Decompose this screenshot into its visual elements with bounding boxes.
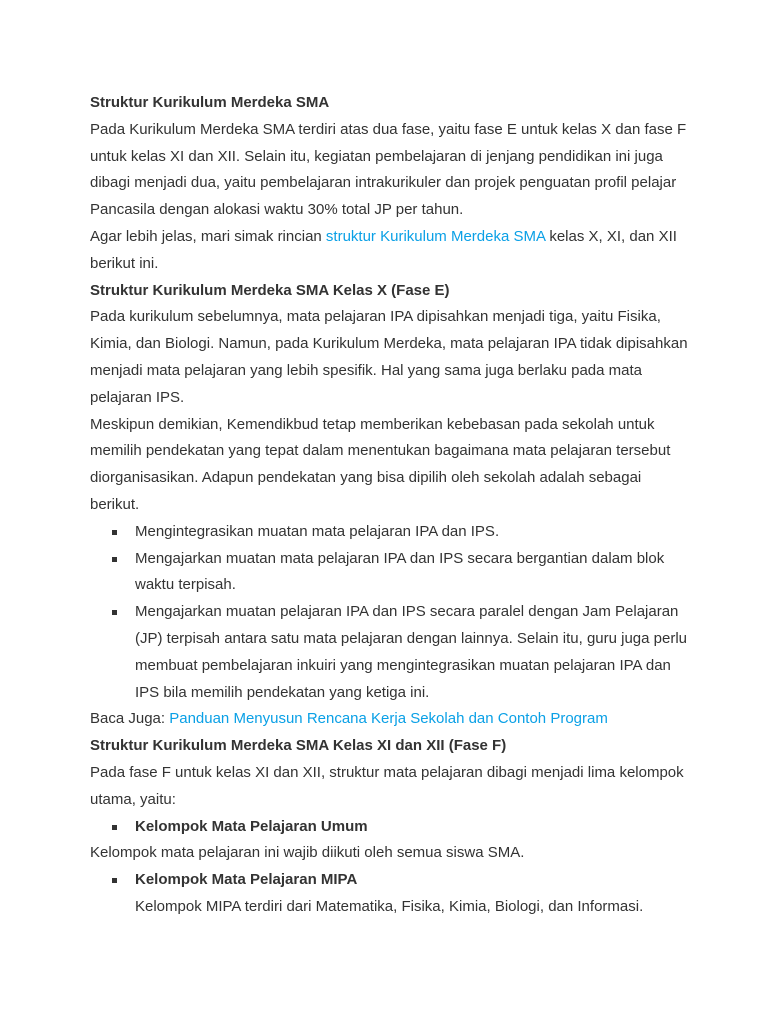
group-mipa-list xyxy=(90,867,690,894)
section-xi-xii-paragraph-1: Pada fase F untuk kelas XI dan XII, struktur mata pelajaran dibagi menjadi lima kelompok utama, yaitu: xyxy=(90,763,684,808)
bullet-icon xyxy=(112,557,117,562)
baca-juga-label: Baca Juga: xyxy=(90,710,170,728)
bullet-icon xyxy=(112,878,117,883)
section-heading-kelas-xi-xii: Struktur Kurikulum Merdeka SMA Kelas XI dan XII (Fase F) xyxy=(90,737,507,755)
group-umum-title: Kelompok Mata Pelajaran Umum xyxy=(135,817,368,835)
group-umum-description: Kelompok mata pelajaran ini wajib diikuti oleh semua siswa SMA. xyxy=(90,844,525,862)
section-heading-kelas-x: Struktur Kurikulum Merdeka SMA Kelas X (Fase E) xyxy=(90,281,450,299)
bullet-icon xyxy=(112,825,117,830)
list-item xyxy=(90,546,690,600)
article-body xyxy=(90,90,690,921)
group-mipa-title: Kelompok Mata Pelajaran MIPA xyxy=(135,871,358,889)
article-title: Struktur Kurikulum Merdeka SMA xyxy=(90,94,330,111)
intro-text-before: Agar lebih jelas, mari simak rincian xyxy=(90,227,326,245)
list-item xyxy=(90,867,690,894)
bullet-icon xyxy=(112,610,117,615)
section-x-paragraph-2: Meskipun demikian, Kemendikbud tetap memberikan kebebasan pada sekolah untuk memilih pendekatan yang tepat dalam menentukan bagaimana mata pelajaran tersebut diorganisasikan. Adapun pendekatan yang bisa dipilih oleh sekolah adalah sebagai berikut. xyxy=(90,415,671,513)
bullet-icon xyxy=(112,530,117,535)
list-item-text: Mengajarkan muatan mata pelajaran IPA dan IPS secara bergantian dalam blok waktu terpisah. xyxy=(135,549,665,594)
group-mipa-description: Kelompok MIPA terdiri dari Matematika, Fisika, Kimia, Biologi, dan Informasi. xyxy=(135,897,644,915)
list-item-text: Mengajarkan muatan pelajaran IPA dan IPS secara paralel dengan Jam Pelajaran (JP) terpisah antara satu mata pelajaran dengan lainnya. Selain itu, guru juga perlu membuat pembelajaran inkuiri yang mengintegrasikan muatan pelajaran IPA dan IPS bila memilih pendekatan yang ketiga ini. xyxy=(135,603,688,701)
group-umum-list xyxy=(90,814,690,841)
approach-list xyxy=(90,519,690,707)
section-x-paragraph-1: Pada kurikulum sebelumnya, mata pelajaran IPA dipisahkan menjadi tiga, yaitu Fisika, Kimia, dan Biologi. Namun, pada Kurikulum Merdeka, mata pelajaran IPA tidak dipisahkan menjadi mata pelajaran yang lebih spesifik. Hal yang sama juga berlaku pada mata pelajaran IPS. xyxy=(90,308,688,406)
list-item xyxy=(90,599,690,706)
intro-paragraph: Pada Kurikulum Merdeka SMA terdiri atas dua fase, yaitu fase E untuk kelas X dan fase F untuk kelas XI dan XII. Selain itu, kegiatan pembelajaran di jenjang pendidikan ini juga dibagi menjadi dua, yaitu pembelajaran intrakurikuler dan projek penguatan profil pelajar Pancasila dengan alokasi waktu 30% total JP per tahun. xyxy=(90,120,687,219)
list-item xyxy=(90,519,690,546)
struktur-kurikulum-link[interactable]: struktur Kurikulum Merdeka SMA xyxy=(325,227,546,245)
intro-text-after: kelas X, XI, dan XII berikut ini. xyxy=(90,227,677,272)
panduan-rks-link[interactable]: Panduan Menyusun Rencana Kerja Sekolah dan Contoh Program xyxy=(169,710,608,728)
list-item-text: Mengintegrasikan muatan mata pelajaran IPA dan IPS. xyxy=(135,522,500,540)
intro-paragraph-link xyxy=(90,224,690,278)
baca-juga-line xyxy=(90,706,690,733)
list-item xyxy=(90,814,690,841)
